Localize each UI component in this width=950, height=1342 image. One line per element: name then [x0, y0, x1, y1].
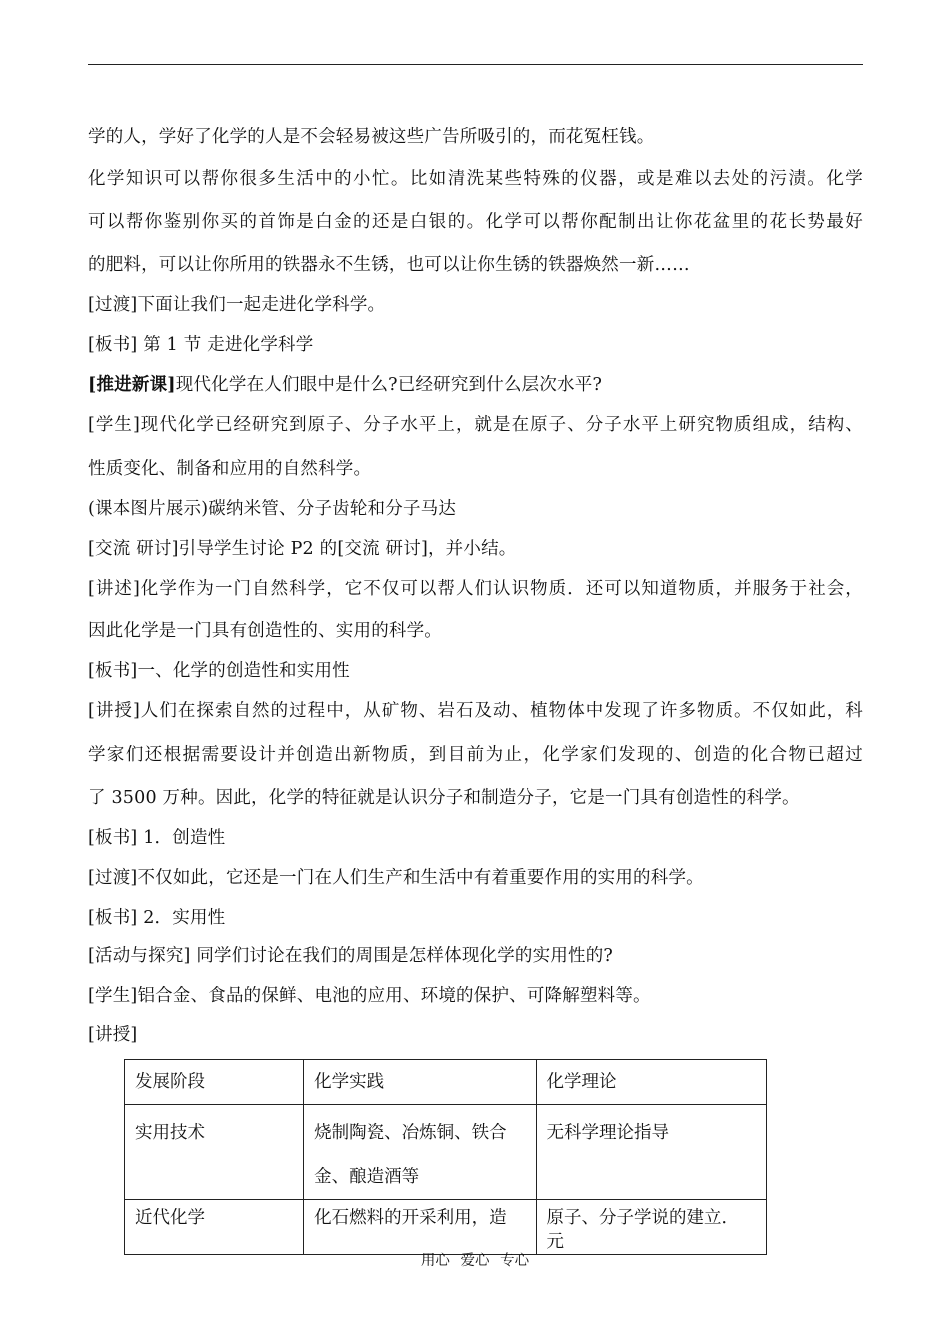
text-line: [讲授]	[88, 1025, 138, 1045]
bold-label: [推进新课]	[88, 375, 176, 395]
text-line: [讲述]化学作为一门自然科学，它不仅可以帮人们认识物质．还可以知道物质，并服务于社会，	[88, 579, 863, 599]
text-line: 性质变化、制备和应用的自然科学。	[88, 459, 372, 479]
table-cell: 烧制陶瓷、冶炼铜、铁合金、酿造酒等	[304, 1105, 536, 1200]
table-cell: 无科学理论指导	[536, 1105, 766, 1200]
text-line: 因此化学是一门具有创造性的、实用的科学。	[88, 621, 442, 641]
text-line: [活动与探究] 同学们讨论在我们的周围是怎样体现化学的实用性的?	[88, 946, 613, 966]
text-line: [板书] 2．实用性	[88, 908, 226, 928]
text-line: 学家们还根据需要设计并创造出新物质，到目前为止，化学家们发现的、创造的化合物已超过	[88, 745, 863, 765]
text-line: 化学知识可以帮你很多生活中的小忙。比如清洗某些特殊的仪器，或是难以去处的污渍。化学	[88, 169, 863, 189]
table-header-cell: 化学理论	[536, 1060, 766, 1105]
text-line: [过渡]下面让我们一起走进化学科学。	[88, 295, 386, 315]
text-line: 学的人，学好了化学的人是不会轻易被这些广告所吸引的，而花冤枉钱。	[88, 127, 655, 147]
footer-word: 爱心	[460, 1253, 490, 1269]
text-line: [交流 研讨]引导学生讨论 P2 的[交流 研讨]，并小结。	[88, 539, 517, 559]
text-line: [板书] 第 1 节 走进化学科学	[88, 335, 314, 355]
table-cell: 实用技术	[125, 1105, 304, 1200]
header-rule	[88, 64, 863, 65]
text-line: [板书]一、化学的创造性和实用性	[88, 661, 350, 681]
table-cell: 近代化学	[125, 1200, 304, 1255]
page-footer	[0, 1249, 950, 1270]
table-cell: 原子、分子学说的建立．元	[536, 1200, 766, 1255]
text-span: 现代化学在人们眼中是什么?已经研究到什么层次水平?	[175, 375, 603, 395]
text-line: [讲授]人们在探索自然的过程中，从矿物、岩石及动、植物体中发现了许多物质。不仅如此，科	[88, 701, 863, 721]
footer-word: 专心	[500, 1253, 530, 1269]
text-line: (课本图片展示)碳纳米管、分子齿轮和分子马达	[88, 499, 457, 519]
footer-word: 用心	[420, 1253, 450, 1269]
text-line: 的肥料，可以让你所用的铁器永不生锈，也可以让你生锈的铁器焕然一新……	[88, 255, 690, 275]
table-header-cell: 化学实践	[304, 1060, 536, 1105]
text-line: [过渡]不仅如此，它还是一门在人们生产和生活中有着重要作用的实用的科学。	[88, 868, 704, 888]
text-line	[88, 374, 602, 396]
text-line: [学生]现代化学已经研究到原子、分子水平上，就是在原子、分子水平上研究物质组成，结构、	[88, 415, 863, 435]
table-cell: 化石燃料的开采利用，造	[304, 1200, 536, 1255]
text-line: 可以帮你鉴别你买的首饰是白金的还是白银的。化学可以帮你配制出让你花盆里的花长势最好	[88, 212, 863, 232]
table-header-cell: 发展阶段	[125, 1060, 304, 1105]
text-line: 了 3500 万种。因此，化学的特征就是认识分子和制造分子，它是一门具有创造性的科学。	[88, 788, 800, 808]
text-line: [板书] 1．创造性	[88, 828, 226, 848]
table-row	[125, 1200, 767, 1255]
development-table	[124, 1059, 767, 1255]
text-line: [学生]铝合金、食品的保鲜、电池的应用、环境的保护、可降解塑料等。	[88, 986, 651, 1006]
table-row	[125, 1105, 767, 1200]
table-header-row	[125, 1060, 767, 1105]
